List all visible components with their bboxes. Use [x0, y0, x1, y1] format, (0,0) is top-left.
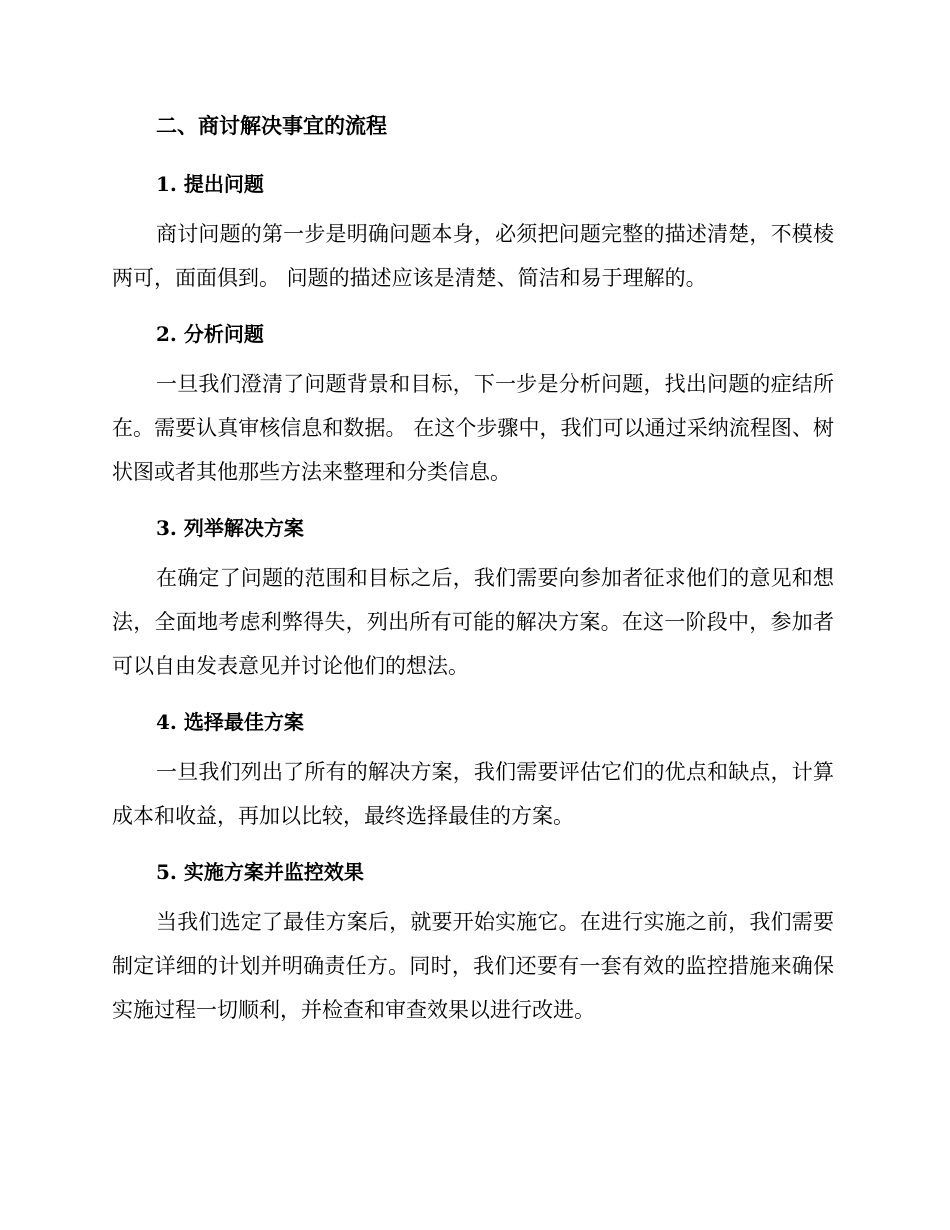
step-1-paragraph: 商讨问题的第一步是明确问题本身，必须把问题完整的描述清楚，不模棱两可，面面俱到。 问题的描述应该是清楚、简洁和易于理解的。 — [112, 222, 834, 290]
step-2-paragraph: 一旦我们澄清了问题背景和目标，下一步是分析问题，找出问题的症结所在。需要认真审核信息和数据。 在这个步骤中，我们可以通过采纳流程图、树状图或者其他那些方法来整理和分类信息。 — [112, 372, 834, 484]
step-4-paragraph: 一旦我们列出了所有的解决方案，我们需要评估它们的优点和缺点，计算成本和收益，再加以比较，最终选择最佳的方案。 — [112, 760, 834, 828]
step-5-heading: 5. 实施方案并监控效果 — [156, 860, 364, 884]
step-3-heading: 3. 列举解决方案 — [156, 516, 304, 540]
document-body — [112, 108, 834, 1048]
step-4-heading: 4. 选择最佳方案 — [156, 710, 304, 734]
step-3-paragraph: 在确定了问题的范围和目标之后，我们需要向参加者征求他们的意见和想法，全面地考虑利弊得失，列出所有可能的解决方案。在这一阶段中，参加者可以自由发表意见并讨论他们的想法。 — [112, 566, 834, 678]
section-title: 二、商讨解决事宜的流程 — [156, 113, 387, 138]
step-1-heading: 1. 提出问题 — [156, 172, 264, 196]
step-2-heading: 2. 分析问题 — [156, 322, 264, 346]
step-5-paragraph: 当我们选定了最佳方案后，就要开始实施它。在进行实施之前，我们需要制定详细的计划并明确责任方。同时，我们还要有一套有效的监控措施来确保实施过程一切顺利，并检查和审查效果以进行改进。 — [112, 910, 834, 1022]
